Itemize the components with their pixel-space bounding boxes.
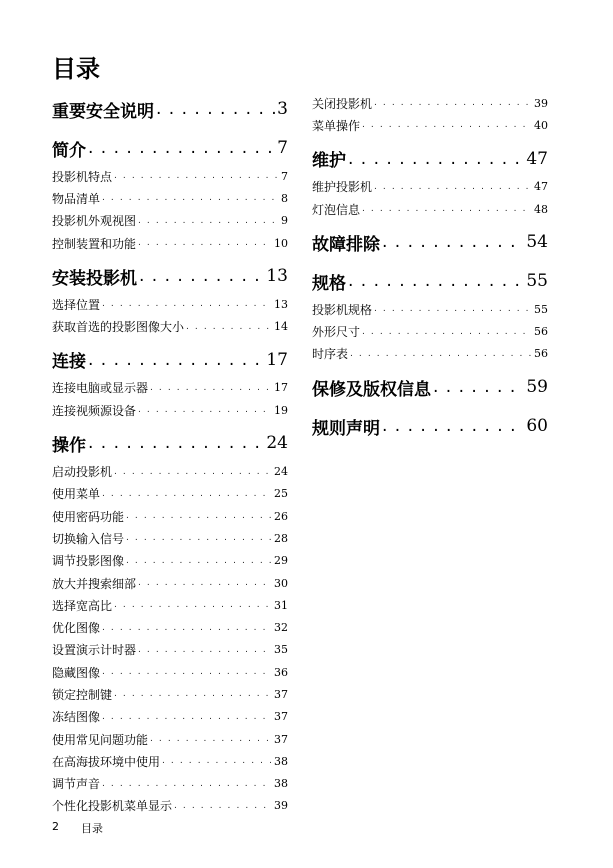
section-title: 简介 <box>52 140 86 161</box>
dot-leader <box>102 712 272 722</box>
section-title: 故障排除 <box>312 234 380 255</box>
entry-label: 调节投影图像 <box>52 554 125 569</box>
toc-minor-entry[interactable] <box>52 683 288 705</box>
toc-left-column <box>52 92 288 822</box>
page-number: 37 <box>274 687 288 701</box>
page-number: 17 <box>274 381 288 395</box>
toc-minor-entry[interactable] <box>312 92 548 114</box>
entry-label: 锁定控制键 <box>52 687 113 702</box>
entry-label: 投影机特点 <box>52 169 113 184</box>
page-number: 37 <box>274 732 288 746</box>
toc-minor-entry[interactable] <box>52 750 288 772</box>
entry-label: 连接视频源设备 <box>52 403 137 418</box>
page-number: 19 <box>274 403 288 417</box>
page-number: 30 <box>274 576 288 590</box>
page-number: 31 <box>274 598 288 612</box>
toc-minor-entry[interactable] <box>312 176 548 198</box>
dot-leader <box>139 266 264 286</box>
toc-minor-entry[interactable] <box>52 505 288 527</box>
toc-minor-entry[interactable] <box>312 343 548 365</box>
toc-minor-entry[interactable] <box>52 460 288 482</box>
page-number: 9 <box>281 214 288 228</box>
dot-leader <box>102 193 279 203</box>
page-number: 55 <box>534 302 548 316</box>
entry-label: 使用菜单 <box>52 487 101 502</box>
page-number: 48 <box>534 202 548 216</box>
dot-leader <box>138 216 279 226</box>
page-number: 39 <box>534 96 548 110</box>
toc-minor-entry[interactable] <box>52 377 288 399</box>
page-number: 28 <box>274 531 288 545</box>
dot-leader <box>362 204 532 214</box>
entry-label: 时序表 <box>312 347 349 362</box>
dot-leader <box>362 120 532 130</box>
page-number: 47 <box>526 148 548 169</box>
page-number: 10 <box>274 236 288 250</box>
page-number: 56 <box>534 347 548 361</box>
entry-label: 选择位置 <box>52 297 101 312</box>
entry-label: 外形尺寸 <box>312 325 361 340</box>
entry-label: 选择宽高比 <box>52 598 113 613</box>
page-number: 60 <box>526 416 548 437</box>
toc-major-entry[interactable] <box>52 343 288 377</box>
entry-label: 设置演示计时器 <box>52 643 137 658</box>
page-number: 29 <box>274 554 288 568</box>
page-number: 13 <box>274 297 288 311</box>
page-number: 7 <box>277 138 288 158</box>
toc-minor-entry[interactable] <box>52 232 288 254</box>
toc-minor-entry[interactable] <box>312 198 548 220</box>
toc-major-entry[interactable] <box>52 92 288 126</box>
page-number: 40 <box>534 118 548 132</box>
toc-section <box>312 92 548 137</box>
entry-label: 投影机规格 <box>312 302 373 317</box>
toc-minor-entry[interactable] <box>52 315 288 337</box>
dot-leader <box>102 299 272 309</box>
toc-major-entry[interactable] <box>312 142 548 176</box>
entry-label: 在高海拔环境中使用 <box>52 754 161 769</box>
dot-leader <box>138 238 272 248</box>
page-number: 56 <box>534 325 548 339</box>
entry-label: 使用常见问题功能 <box>52 732 149 747</box>
section-title: 维护 <box>312 151 346 172</box>
entry-label: 启动投影机 <box>52 465 113 480</box>
dot-leader <box>174 801 272 811</box>
toc-major-entry[interactable] <box>312 409 548 443</box>
dot-leader <box>138 405 272 415</box>
page-number: 13 <box>266 266 288 287</box>
page-number: 3 <box>277 99 288 119</box>
entry-label: 使用密码功能 <box>52 509 125 524</box>
page-number: 7 <box>281 169 288 183</box>
toc-minor-entry[interactable] <box>52 187 288 209</box>
dot-leader <box>102 623 272 633</box>
page-number: 39 <box>274 799 288 813</box>
dot-leader <box>374 182 532 192</box>
entry-label: 调节声音 <box>52 777 101 792</box>
section-title: 保修及版权信息 <box>312 379 431 400</box>
dot-leader <box>88 138 275 158</box>
dot-leader <box>348 149 524 169</box>
page-number: 35 <box>274 643 288 657</box>
entry-label: 灯泡信息 <box>312 202 361 217</box>
page-number: 55 <box>526 271 548 292</box>
dot-leader <box>88 433 264 453</box>
dot-leader <box>362 327 532 337</box>
dot-leader <box>114 171 279 181</box>
dot-leader <box>156 99 275 119</box>
page-number: 24 <box>274 465 288 479</box>
toc-section <box>312 370 548 404</box>
page-footer <box>52 820 103 836</box>
entry-label: 切换输入信号 <box>52 531 125 546</box>
dot-leader <box>150 734 272 744</box>
dot-leader <box>102 779 272 789</box>
page-number: 17 <box>266 349 288 370</box>
section-title: 安装投影机 <box>52 268 137 289</box>
toc-minor-entry[interactable] <box>52 293 288 315</box>
page-title: 目录 <box>52 55 100 83</box>
entry-label: 冻结图像 <box>52 710 101 725</box>
dot-leader <box>114 600 272 610</box>
dot-leader <box>126 533 272 543</box>
toc-minor-entry[interactable] <box>52 661 288 683</box>
entry-label: 控制装置和功能 <box>52 236 137 251</box>
entry-label: 投影机外观视图 <box>52 214 137 229</box>
page-number: 8 <box>281 191 288 205</box>
footer-page-number: 2 <box>52 820 59 833</box>
toc-major-entry[interactable] <box>312 225 548 259</box>
toc-minor-entry[interactable] <box>312 114 548 136</box>
toc-major-entry[interactable] <box>312 370 548 404</box>
entry-label: 物品清单 <box>52 191 101 206</box>
dot-leader <box>138 578 272 588</box>
dot-leader <box>150 383 272 393</box>
toc-section <box>52 92 288 126</box>
toc-section <box>312 142 548 221</box>
page-number: 25 <box>274 487 288 501</box>
dot-leader <box>102 667 272 677</box>
toc-minor-entry[interactable] <box>52 594 288 616</box>
entry-label: 获取首选的投影图像大小 <box>52 320 185 335</box>
toc-right-column <box>312 92 548 448</box>
entry-label: 放大并搜索细部 <box>52 576 137 591</box>
page-number: 54 <box>526 232 548 253</box>
footer-label: 目录 <box>81 822 103 835</box>
page-number: 26 <box>274 509 288 523</box>
dot-leader <box>126 556 272 566</box>
dot-leader <box>374 304 532 314</box>
toc-minor-entry[interactable] <box>52 773 288 795</box>
dot-leader <box>162 756 272 766</box>
toc-minor-entry[interactable] <box>52 795 288 817</box>
toc-minor-entry[interactable] <box>312 320 548 342</box>
entry-label: 优化图像 <box>52 621 101 636</box>
toc-minor-entry[interactable] <box>52 399 288 421</box>
section-title: 操作 <box>52 435 86 456</box>
dot-leader <box>138 645 272 655</box>
page-number: 47 <box>534 180 548 194</box>
dot-leader <box>374 98 532 108</box>
dot-leader <box>114 467 272 477</box>
toc-minor-entry[interactable] <box>52 728 288 750</box>
toc-section <box>312 264 548 365</box>
dot-leader <box>382 232 524 252</box>
toc-minor-entry[interactable] <box>52 616 288 638</box>
entry-label: 个性化投影机菜单显示 <box>52 799 173 814</box>
page-number: 59 <box>526 377 548 398</box>
toc-major-entry[interactable] <box>52 131 288 165</box>
dot-leader <box>348 271 524 291</box>
toc-minor-entry[interactable] <box>52 483 288 505</box>
page-number: 37 <box>274 710 288 724</box>
toc-major-entry[interactable] <box>52 259 288 293</box>
toc-section <box>312 225 548 259</box>
dot-leader <box>126 511 272 521</box>
dot-leader <box>114 689 272 699</box>
page-number: 38 <box>274 754 288 768</box>
dot-leader <box>88 350 264 370</box>
toc-section <box>52 259 288 338</box>
entry-label: 关闭投影机 <box>312 96 373 111</box>
dot-leader <box>382 416 524 436</box>
toc-minor-entry[interactable] <box>52 165 288 187</box>
dot-leader <box>102 489 272 499</box>
toc-section <box>52 343 288 422</box>
toc-minor-entry[interactable] <box>52 210 288 232</box>
toc-major-entry[interactable] <box>312 264 548 298</box>
toc-section <box>312 409 548 443</box>
toc-section <box>52 131 288 254</box>
section-title: 规格 <box>312 273 346 294</box>
toc-minor-entry[interactable] <box>52 550 288 572</box>
dot-leader <box>186 322 272 332</box>
page-number: 36 <box>274 665 288 679</box>
page-number: 32 <box>274 621 288 635</box>
page-number: 24 <box>266 433 288 454</box>
toc-section <box>52 426 288 817</box>
toc-minor-entry[interactable] <box>52 527 288 549</box>
toc-major-entry[interactable] <box>52 426 288 460</box>
page-number: 14 <box>274 320 288 334</box>
entry-label: 隐藏图像 <box>52 665 101 680</box>
entry-label: 维护投影机 <box>312 180 373 195</box>
toc-minor-entry[interactable] <box>52 639 288 661</box>
section-title: 规则声明 <box>312 418 380 439</box>
page-number: 38 <box>274 777 288 791</box>
toc-minor-entry[interactable] <box>52 706 288 728</box>
dot-leader <box>350 349 532 359</box>
toc-minor-entry[interactable] <box>52 572 288 594</box>
dot-leader <box>433 377 524 397</box>
section-title: 连接 <box>52 352 86 373</box>
entry-label: 菜单操作 <box>312 118 361 133</box>
section-title: 重要安全说明 <box>52 101 154 122</box>
entry-label: 连接电脑或显示器 <box>52 381 149 396</box>
toc-minor-entry[interactable] <box>312 298 548 320</box>
